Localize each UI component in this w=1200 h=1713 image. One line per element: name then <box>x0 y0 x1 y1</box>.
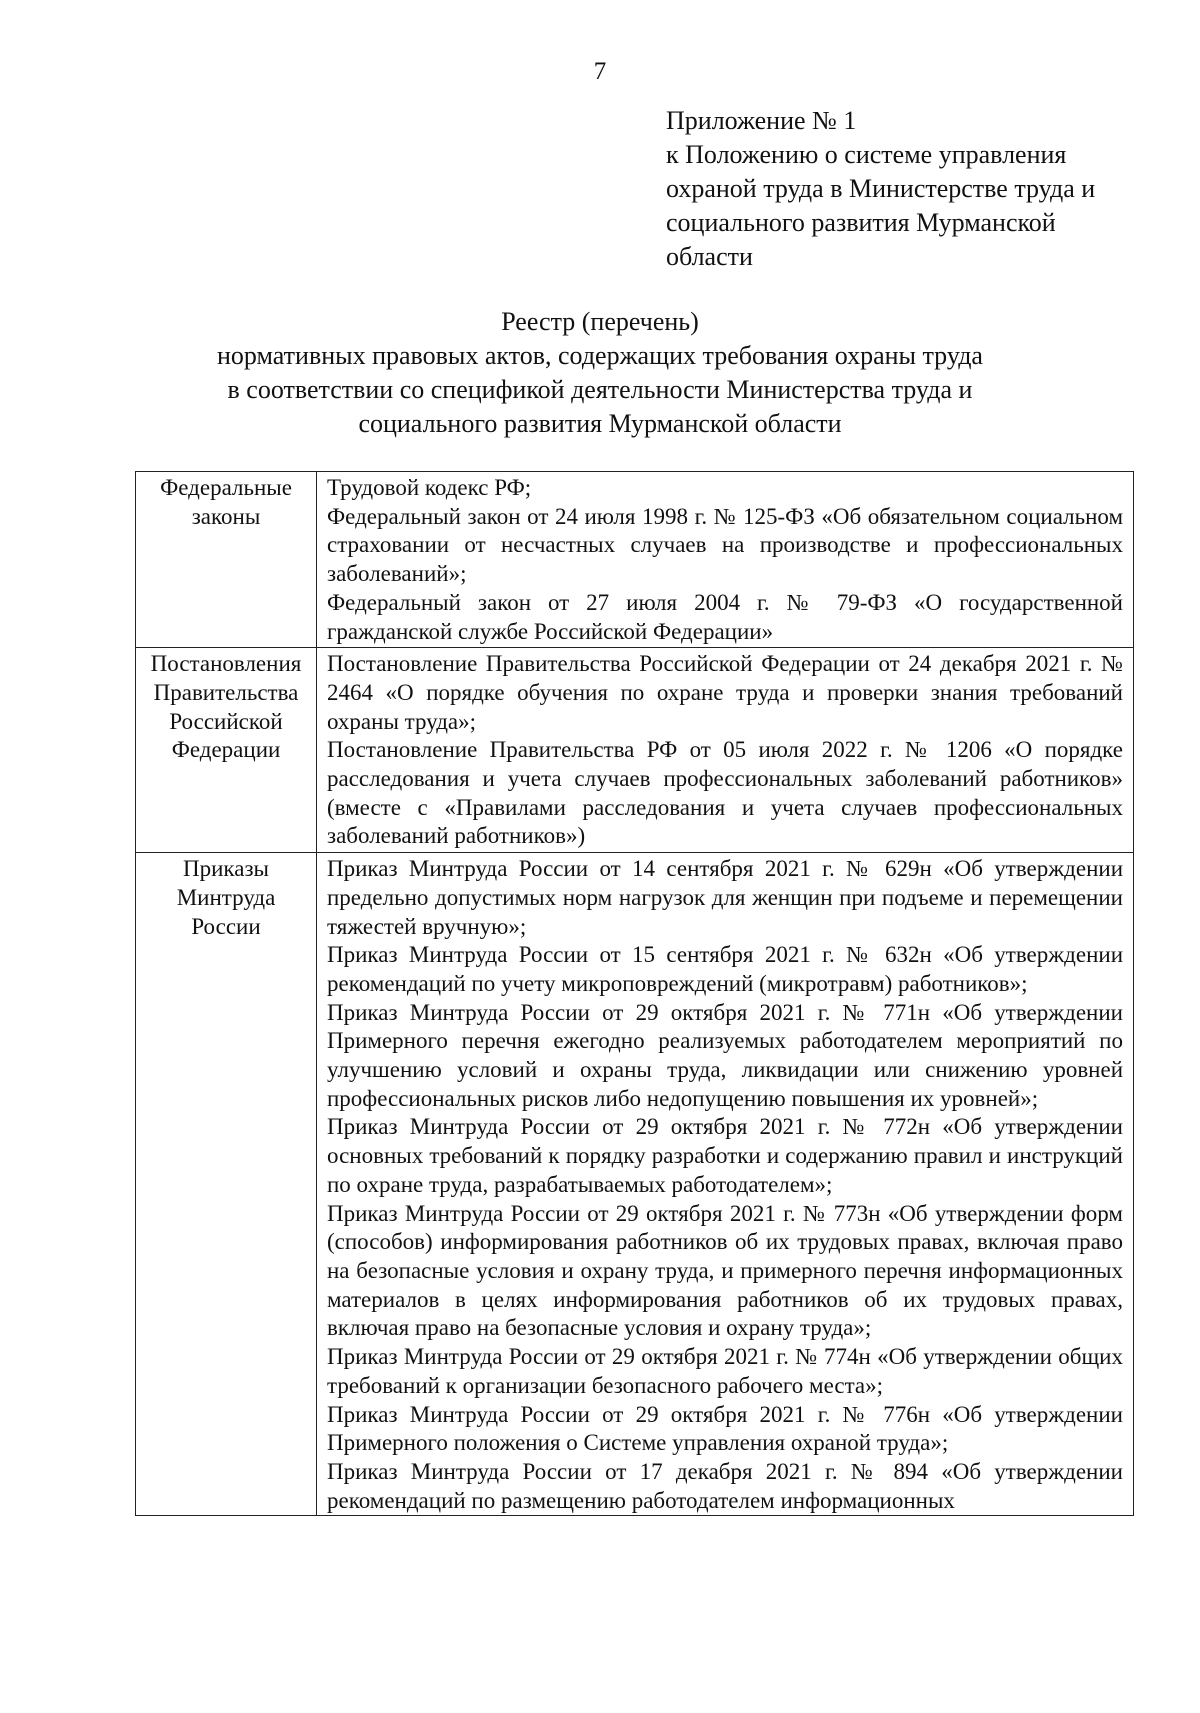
category-cell: Федеральные законы <box>136 472 317 648</box>
list-item: Постановление Правительства РФ от 05 июля 2022 г. № 1206 «О порядке расследования и учета случаев профессиональных заболеваний работников» (вместе с «Правилами расследования и учета случаев профессиональных заболеваний работников») <box>327 737 1123 849</box>
list-item: Приказ Минтруда России от 29 октября 2021 г. № 771н «Об утверждении Примерного перечня ежегодно реализуемых работодателем мероприятий по улучшению условий и охраны труда, ликвидации или снижению уровней профессиональных рисков либо недопущению повышения их уровней»; <box>327 999 1123 1111</box>
category-cell: Приказы Минтруда России <box>136 853 317 1516</box>
registry-table <box>135 471 1134 1516</box>
list-item: Федеральный закон от 27 июля 2004 г. № 79-ФЗ «О государственной гражданской службе Российской Федерации» <box>327 589 1123 644</box>
title-line: в соответствии со спецификой деятельности Министерства труда и <box>227 375 973 404</box>
list-item: Приказ Минтруда России от 29 октября 2021 г. № 772н «Об утверждении основных требований к порядку разработки и содержанию правил и инструкций по охране труда, разрабатываемых работодателем»; <box>327 1114 1123 1197</box>
appendix-reference <box>666 104 1166 274</box>
appendix-line: Приложение № 1 <box>666 106 857 135</box>
list-item: Приказ Минтруда России от 15 сентября 2021 г. № 632н «Об утверждении рекомендаций по учету микроповреждений (микротравм) работников»; <box>327 942 1123 996</box>
list-item: Трудовой кодекс РФ; <box>327 475 532 500</box>
appendix-line: социального развития Мурманской <box>666 208 1056 237</box>
list-item: Приказ Минтруда России от 29 октября 2021 г. № 774н «Об утверждении общих требований к организации безопасного рабочего места»; <box>327 1344 1123 1398</box>
page-number: 7 <box>593 58 607 85</box>
document-title <box>150 305 1050 441</box>
table-row <box>136 472 1134 648</box>
list-item: Приказ Минтруда России от 14 сентября 2021 г. № 629н «Об утверждении предельно допустимых норм нагрузок для женщин при подъеме и перемещении тяжестей вручную»; <box>327 856 1123 939</box>
documents-cell <box>317 472 1134 648</box>
list-item: Приказ Минтруда России от 29 октября 2021 г. № 776н «Об утверждении Примерного положения о Системе управления охраной труда»; <box>327 1401 1123 1456</box>
category-cell: Постановления Правительства Российской Федерации <box>136 648 317 853</box>
documents-cell <box>317 853 1134 1516</box>
list-item: Приказ Минтруда России от 17 декабря 2021 г. № 894 «Об утверждении рекомендаций по размещению работодателем информационных <box>327 1458 1123 1513</box>
appendix-line: охраной труда в Министерстве труда и <box>666 174 1096 203</box>
appendix-line: области <box>666 242 753 271</box>
table-row <box>136 853 1134 1516</box>
title-line: нормативных правовых актов, содержащих требования охраны труда <box>217 341 983 370</box>
list-item: Федеральный закон от 24 июля 1998 г. № 125-ФЗ «Об обязательном социальном страховании от несчастных случаев на производстве и профессиональных заболеваний»; <box>327 503 1123 587</box>
appendix-line: к Положению о системе управления <box>666 140 1067 169</box>
documents-cell <box>317 648 1134 853</box>
title-line: социального развития Мурманской области <box>358 409 842 438</box>
title-line: Реестр (перечень) <box>501 307 699 336</box>
list-item: Приказ Минтруда России от 29 октября 2021 г. № 773н «Об утверждении форм (способов) информирования работников об их трудовых правах, включая право на безопасные условия и охрану труда, и примерного перечня информационных материалов в целях информирования работников об их трудовых правах, включая право на безопасные условия и охрану труда»; <box>327 1200 1123 1341</box>
table-row <box>136 648 1134 853</box>
list-item: Постановление Правительства Российской Федерации от 24 декабря 2021 г. № 2464 «О порядке обучения по охране труда и проверки знания требований охраны труда»; <box>327 651 1123 734</box>
